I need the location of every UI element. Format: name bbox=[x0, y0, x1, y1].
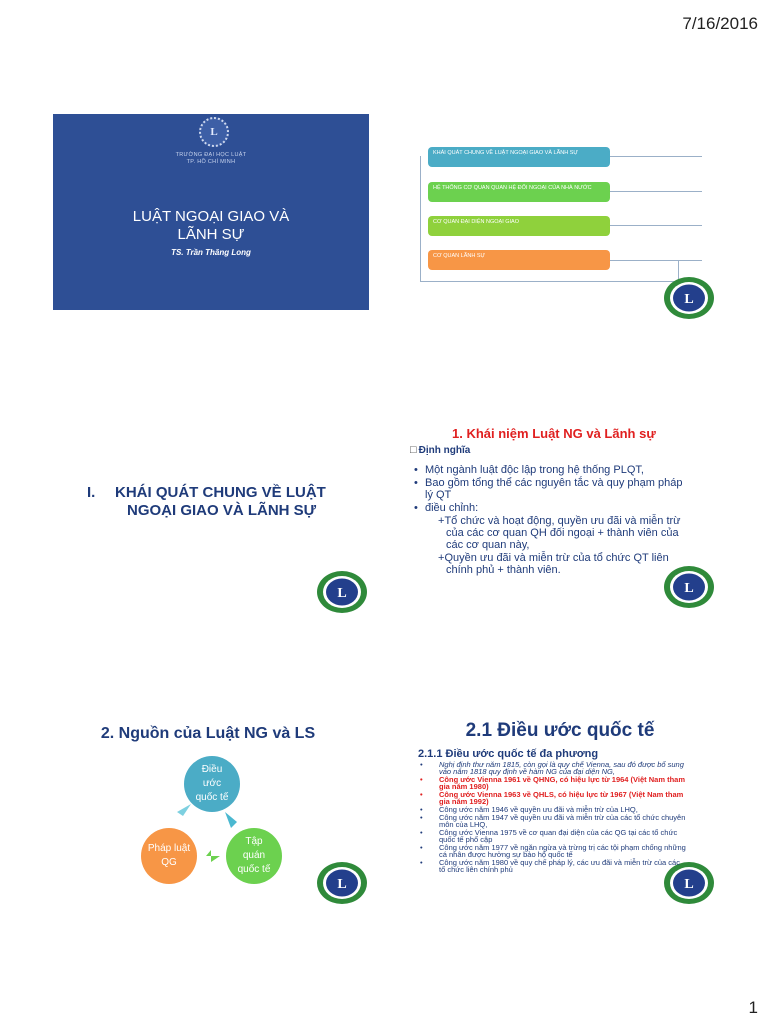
connector-line bbox=[610, 191, 702, 192]
slide-heading: 2. Nguồn của Luật NG và LS bbox=[100, 725, 316, 742]
section-numeral: I. bbox=[87, 484, 96, 501]
connector-line bbox=[610, 225, 702, 226]
section-title-line-2: NGOẠI GIAO VÀ LÃNH SỰ bbox=[127, 502, 317, 519]
list-item: • Công ước năm 1977 về ngăn ngừa và trừng trị các tội phạm chống những cá nhân được hưởng sự bảo hộ quốc tế bbox=[420, 844, 688, 858]
slide-heading: 2.1 Điều ước quốc tế bbox=[465, 720, 655, 741]
section-title-line-1: KHÁI QUÁT CHUNG VỀ LUẬT bbox=[115, 484, 326, 501]
page-number: 1 bbox=[748, 998, 758, 1017]
list-item: • Công ước năm 1947 về quyền ưu đãi và miễn trừ của các tổ chức chuyên môn của LHQ, bbox=[420, 814, 688, 828]
svg-text:L: L bbox=[337, 877, 347, 892]
connector-line bbox=[610, 260, 702, 261]
connector-line bbox=[610, 156, 702, 157]
definition-list bbox=[412, 464, 688, 576]
handout-date: 7/16/2016 bbox=[682, 14, 758, 33]
cycle-node-treaty: Điều ước quốc tế bbox=[184, 756, 240, 812]
arrow-icon bbox=[206, 850, 220, 862]
slide-title-text bbox=[53, 208, 369, 244]
outline-item-1: KHÁI QUÁT CHUNG VỀ LUẬT NGOẠI GIAO VÀ LÃNH SỰ bbox=[428, 147, 610, 167]
sub-list-item: +Quyền ưu đãi và miễn trừ của tổ chức QT liên chính phủ + thành viên. bbox=[438, 552, 669, 576]
outline-item-2: HỆ THỐNG CƠ QUAN QUAN HỆ ĐỐI NGOẠI CỦA NHÀ NƯỚC bbox=[428, 182, 610, 202]
list-item: • Bao gồm tổng thể các nguyên tắc và quy phạm pháp lý QT bbox=[412, 477, 688, 501]
svg-text:L: L bbox=[337, 586, 347, 601]
slide-definition bbox=[406, 424, 726, 620]
cycle-node-national-law: Pháp luật QG bbox=[141, 828, 197, 884]
svg-text:L: L bbox=[684, 581, 694, 596]
author: TS. Trần Thăng Long bbox=[171, 248, 251, 257]
arrow-icon bbox=[225, 812, 237, 828]
university-city: TP. HỒ CHÍ MINH bbox=[186, 159, 236, 165]
svg-text:L: L bbox=[684, 292, 694, 307]
list-item: • Một ngành luật độc lập trong hệ thống PLQT, bbox=[412, 464, 688, 476]
connector-line bbox=[420, 156, 421, 281]
square-bullet-icon: □ bbox=[410, 444, 417, 456]
title-line-1: LUẬT NGOẠI GIAO VÀ bbox=[132, 208, 290, 225]
slide-treaties bbox=[410, 716, 728, 916]
university-name: TRƯỜNG ĐẠI HỌC LUẬT bbox=[175, 152, 247, 158]
list-item: • điều chỉnh: bbox=[412, 502, 688, 514]
slide-sources bbox=[53, 720, 369, 916]
outline-item-4: CƠ QUAN LÃNH SỰ bbox=[428, 250, 610, 270]
svg-text:L: L bbox=[684, 877, 694, 892]
list-item: • Công ước Vienna 1961 về QHNG, có hiệu lực từ 1964 (Việt Nam tham gia năm 1980) bbox=[420, 776, 688, 790]
university-seal-icon: L bbox=[199, 117, 229, 147]
cycle-node-custom: Tập quán quốc tế bbox=[226, 828, 282, 884]
list-item: • Công ước Vienna 1963 về QHLS, có hiệu lực từ 1967 (Việt Nam tham gia năm 1992) bbox=[420, 791, 688, 805]
list-item: • Công ước năm 1980 về quy chế pháp lý, các ưu đãi và miễn trừ của các tổ chức liên chính phủ bbox=[420, 859, 688, 873]
slide-title bbox=[53, 114, 369, 310]
slide-section-1 bbox=[53, 430, 369, 626]
cycle-arrows bbox=[53, 720, 369, 916]
treaty-list bbox=[420, 761, 688, 874]
connector-line bbox=[420, 281, 678, 282]
outline-item-3: CƠ QUAN ĐẠI DIỆN NGOẠI GIAO bbox=[428, 216, 610, 236]
section-title bbox=[115, 484, 345, 520]
sub-list-item: +Tổ chức và hoạt động, quyền ưu đãi và miễn trừ của các cơ quan QH đối ngoại + thành viên của các cơ quan này, bbox=[438, 515, 681, 551]
list-item: • Công ước năm 1946 về quyền ưu đãi và miễn trừ của LHQ, bbox=[420, 806, 688, 813]
treaties-subheading: 2.1.1 Điều ước quốc tế đa phương bbox=[418, 748, 599, 760]
list-item: • Công ước Vienna 1975 về cơ quan đại diện của các QG tại các tổ chức quốc tế phổ cập bbox=[420, 829, 688, 843]
university-logo-icon bbox=[663, 276, 715, 320]
list-item: • Nghị định thư năm 1815, còn gọi là quy chế Vienna, sau đó được bổ sung vào năm 1818 quy định về hàm NG của đại diện NG, bbox=[420, 761, 688, 775]
definition-subheading: □ Định nghĩa bbox=[410, 444, 471, 456]
slide-heading: 1. Khái niệm Luật NG và Lãnh sự bbox=[452, 426, 656, 441]
arrow-icon bbox=[177, 804, 191, 816]
title-line-2: LÃNH SỰ bbox=[177, 226, 245, 243]
